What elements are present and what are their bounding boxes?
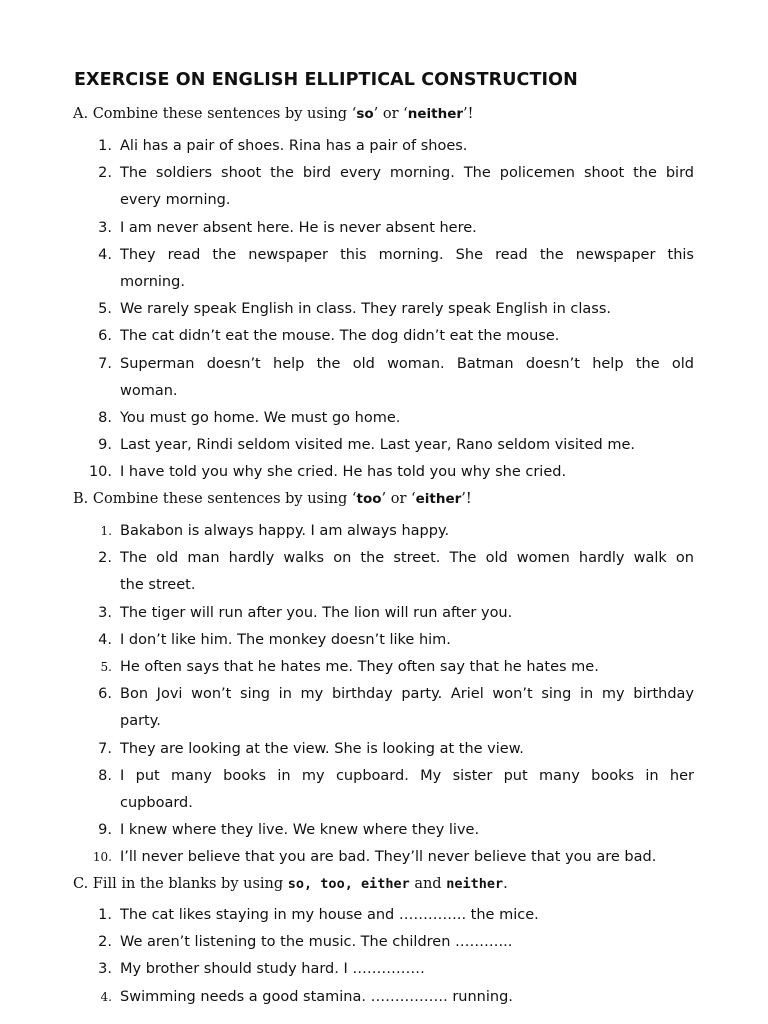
list-item-text bbox=[120, 215, 694, 242]
list-item-number: 6. bbox=[98, 686, 112, 703]
list-item-line: The tiger will run after you. The lion will run after you. bbox=[120, 604, 513, 621]
list-item-text bbox=[120, 817, 694, 844]
list-item-text bbox=[120, 545, 694, 599]
list-item-line: woman. bbox=[120, 382, 178, 399]
list-item-line: I’ll never believe that you are bad. They’ll never believe that you are bad. bbox=[120, 849, 657, 866]
list-item-text bbox=[120, 242, 694, 296]
list-item-text bbox=[120, 160, 694, 214]
list-item-line: The soldiers shoot the bird every morning. The policemen shoot the bird bbox=[120, 165, 694, 182]
list-item-text bbox=[120, 405, 694, 432]
list-item-number: 8. bbox=[98, 410, 112, 426]
list-item-text bbox=[120, 902, 694, 929]
list-item-text bbox=[120, 351, 694, 405]
list-item-line: Last year, Rindi seldom visited me. Last year, Rano seldom visited me. bbox=[120, 437, 635, 454]
list-item-line: cupboard. bbox=[120, 795, 193, 811]
section-c-keywords: so, too, either bbox=[287, 876, 410, 892]
list-item-line: Ali has a pair of shoes. Rina has a pair of shoes. bbox=[120, 138, 468, 154]
list-item-line: They are looking at the view. She is looking at the view. bbox=[120, 740, 524, 757]
list-item-number: 6. bbox=[98, 328, 112, 345]
list-item-number: 1. bbox=[100, 524, 112, 538]
list-item-number: 3. bbox=[98, 219, 112, 236]
list-item-line: My brother should study hard. I …………… bbox=[120, 961, 425, 978]
list-item-number: 7. bbox=[98, 355, 112, 372]
list-item-number: 4. bbox=[98, 246, 112, 263]
list-item-number: 2. bbox=[98, 934, 112, 951]
list-item-line: We rarely speak English in class. They rarely speak English in class. bbox=[120, 301, 611, 318]
section-c-instruction bbox=[73, 876, 508, 892]
list-item-number: 2. bbox=[98, 550, 112, 567]
list-item-line: Swimming needs a good stamina. ……………. running. bbox=[120, 988, 513, 1005]
list-item-text bbox=[120, 956, 694, 983]
list-item-text bbox=[120, 518, 694, 545]
section-b-prefix: B. bbox=[73, 491, 89, 507]
list-item-number: 3. bbox=[98, 961, 112, 978]
list-item-line: I knew where they live. We knew where they live. bbox=[120, 822, 480, 839]
list-item-number: 5. bbox=[98, 301, 112, 318]
list-item-number: 3. bbox=[98, 604, 112, 621]
list-item-line: I put many books in my cupboard. My sister put many books in her bbox=[120, 767, 694, 784]
list-item-text bbox=[120, 459, 694, 486]
section-b-end: ’! bbox=[461, 491, 472, 507]
section-a-or: ’ or ‘ bbox=[373, 106, 408, 122]
list-item-line: party. bbox=[120, 713, 161, 730]
list-item-line: I have told you why she cried. He has told you why she cried. bbox=[120, 464, 567, 481]
list-item-number: 10. bbox=[92, 850, 112, 865]
list-item-text bbox=[120, 929, 694, 956]
list-item-line: We aren’t listening to the music. The children ………... bbox=[120, 934, 513, 951]
section-c-end: . bbox=[503, 876, 508, 892]
section-c-prefix: C. bbox=[73, 876, 89, 892]
section-b-text: Combine these sentences by using ‘ bbox=[92, 491, 357, 507]
list-item-line: The old man hardly walks on the street. The old women hardly walk on bbox=[120, 550, 694, 567]
section-a-prefix: A. bbox=[73, 106, 89, 122]
list-item-number: 7. bbox=[98, 740, 112, 757]
section-c-keyword-neither: neither bbox=[446, 876, 504, 892]
list-item-number: 1. bbox=[98, 907, 112, 923]
list-item-text bbox=[120, 627, 694, 654]
section-a-keyword-neither: neither bbox=[407, 106, 464, 122]
list-item-number: 9. bbox=[98, 822, 112, 839]
section-b-keyword-either: either bbox=[415, 491, 462, 507]
section-a-end: ’! bbox=[463, 106, 474, 122]
section-b-keyword-too: too bbox=[356, 491, 382, 507]
list-item-text bbox=[120, 736, 694, 763]
list-item-line: The cat didn’t eat the mouse. The dog didn’t eat the mouse. bbox=[120, 328, 560, 345]
list-item-text bbox=[120, 323, 694, 350]
section-b-or: ’ or ‘ bbox=[381, 491, 416, 507]
list-item-line: Bon Jovi won’t sing in my birthday party. Ariel won’t sing in my birthday bbox=[120, 686, 694, 703]
list-item-text bbox=[120, 600, 694, 627]
list-item-line: They read the newspaper this morning. She read the newspaper this bbox=[120, 246, 694, 263]
section-a-instruction bbox=[73, 106, 473, 122]
list-item-line: I don’t like him. The monkey doesn’t like him. bbox=[120, 631, 451, 648]
list-item-line: The cat likes staying in my house and ………….. the mice. bbox=[120, 907, 539, 923]
list-item-text bbox=[120, 432, 694, 459]
list-item-line: the street. bbox=[120, 577, 196, 594]
list-item-text bbox=[120, 654, 694, 681]
list-item-text bbox=[120, 133, 694, 160]
list-item-line: I am never absent here. He is never absent here. bbox=[120, 219, 477, 236]
list-item-line: Superman doesn’t help the old woman. Batman doesn’t help the old bbox=[120, 355, 694, 372]
list-item-text bbox=[120, 763, 694, 817]
list-item-number: 10. bbox=[88, 464, 112, 481]
section-b-instruction bbox=[73, 491, 472, 507]
list-item-line: Bakabon is always happy. I am always happy. bbox=[120, 523, 450, 539]
list-item-text bbox=[120, 844, 694, 871]
list-item-number: 9. bbox=[98, 437, 112, 454]
list-item-text bbox=[120, 984, 694, 1011]
list-item-number: 5. bbox=[100, 660, 112, 674]
list-item-line: He often says that he hates me. They often say that he hates me. bbox=[120, 659, 599, 675]
list-item-line: every morning. bbox=[120, 192, 231, 209]
section-c-text: Fill in the blanks by using bbox=[92, 876, 284, 892]
list-item-number: 4. bbox=[98, 631, 112, 648]
page-title: EXERCISE ON ENGLISH ELLIPTICAL CONSTRUCTION bbox=[74, 70, 578, 90]
list-item-number: 2. bbox=[98, 165, 112, 182]
section-c-and: and bbox=[414, 876, 442, 892]
list-item-text bbox=[120, 296, 694, 323]
list-item-number: 1. bbox=[98, 138, 112, 154]
list-item-line: You must go home. We must go home. bbox=[120, 410, 401, 426]
list-item-text bbox=[120, 681, 694, 735]
list-item-line: morning. bbox=[120, 274, 185, 290]
section-a-keyword-so: so bbox=[356, 106, 374, 122]
list-item-number: 4. bbox=[100, 989, 112, 1004]
section-a-text: Combine these sentences by using ‘ bbox=[92, 106, 357, 122]
list-item-number: 8. bbox=[98, 767, 112, 784]
